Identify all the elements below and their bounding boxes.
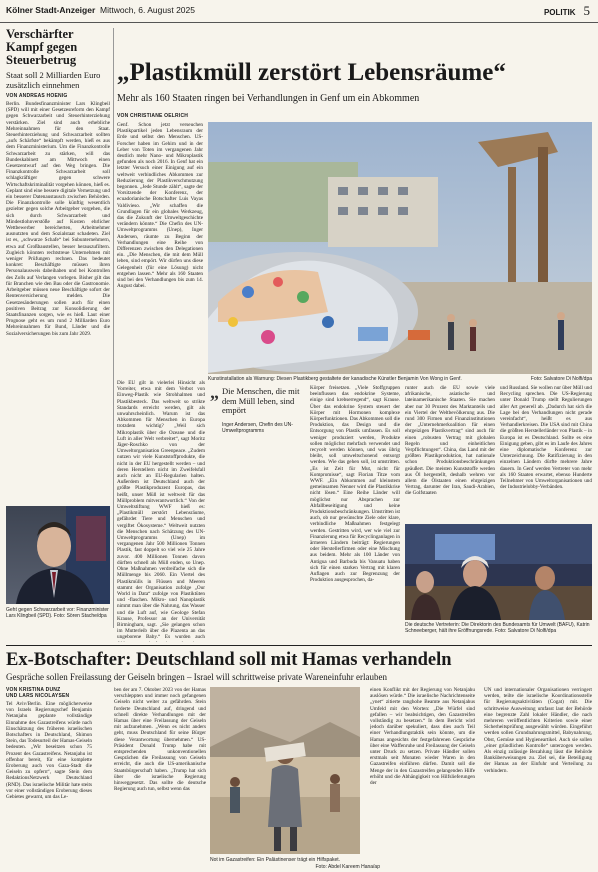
main-col-5: und Russland. Sie wollen nur über Müll und Recycling sprechen. Die US-Regierung unter Donald Trump stellt Regulierungen aller Art generell ab. „Dadurch hat sich die Lage bei den Verhandlungen nicht gerade vereinfacht“, heißt es aus Verhandlerkreisen. Die USA sind mit China die größten Herstellerländer von Plastik – in Europa ist es Deutschland. Sollte es eine Einigung geben, gibt es im Laufe des Jahres eine diplomatische Konferenz zur Unterzeichnung. Die Ratifizierung in den einzelnen Ländern dürfte mehrere Jahre dauern. In Genf werden Vertreter von mehr als 160 Staaten erwartet, ebenso Hunderte Teilnehmer von Umweltorganisationen und der Industrielobby-Verbänden. [500, 385, 592, 491]
article-body: Berlin. Bundesfinanzminister Lars Klingbeil (SPD) will mit einer Gesetzesreform den Kampf gegen Schwarzarbeit und Steuerhinterziehung verstärken. Ziel sind auch erhebliche Mehreinnahmen für den Staat. Steuerhinterziehung und Schwarzarbeit sollten „aufs Schärfste“ bekämpft werden, hieß es aus dem Finanzministerium. Um die Finanzkontrolle Schwarzarbeit zu stärken, will das Bundeskabinett am Mittwoch einen Gesetzentwurf auf den Weg bringen. Die Finanzkontrolle Schwarzarbeit soll schlagkräftiger gegen schwere Wirtschaftskriminalität vorgehen können, hieß es. Geplant sind eine bessere digitale Vernetzung und ein besserer Datenaustausch zwischen Behörden. Die Finanzkontrolle solle künftig wesentlich gezielter gegen solche Arbeitgeber vorgehen, die sich durch Schwarzarbeit und Mindestlohnverstöße auf Kosten ehrlicher Wettbewerber bereicherten, Arbeitnehmer ausnutzten und dem Sozialstaat schadeten. Ziel ist es, „schwarze Schafe“ bei Subunternehmern, etwa auf Großbaustellen, besser herauszufiltern. Zugleich könnten rechtstreue Unternehmen mit weniger Prüfungen rechnen. Das bedeutet konkret: Beschäftigte müssen ihren Personalausweis dabeihaben und bei Kontrollen des Zolls auf Verlangen vorlegen. Bisher gilt das für Branchen wie den Bau oder die Gastronomie. Arbeitgeber müssen neue Beschäftigte sofort der Rentenversicherung melden. Die Gesetzesänderungen sollen auch für einen positiven Beitrag zur Konsolidierung der Staatsfinanzen sorgen, wie es hieß. Laut einer Prognose geht es um rund 2 Milliarden Euro Mehreinnahmen für Bund, Länder und die Sozialversicherungen bis zum Jahr 2029. [6, 101, 110, 337]
main-headline: „Plastikmüll zerstört Lebensräume“ [117, 59, 506, 86]
section-label: POLITIK [543, 8, 576, 17]
bottom-col-1: Tel Aviv/Berlin. Eine möglicherweise von Israels Regierungschef Benjamin Netanjahu geplante vollständige Einnahme des Gazastreifens würde nach Einschätzung des früheren israelischen Botschafters in Deutschland, Shimon Stein, das Todesurteil der Hamas-Geiseln bedeuten. „Wir beseitzen schon 75 Prozent des Gazastreifens. Netanjahu ist offenbar bereit, für eine komplette Eroberung auch von Gaza-Stadt die Geiseln zu opfern“, sagte Stein dem RedaktionsNetzwerk Deutschland (RND). Das israelische Militär hate steits vor einer vollständigen Eroberung dieses Gebietes gewarnt, um das Le- [6, 701, 92, 801]
bottom-col-3: einen Konflikt mit der Regierung von Netanjahu auslösen würde.“ Die israelische Nachrichtenseite „ynet“ zitierte ranghohe Beamte aus Netanjahus Umfeld mit den Worten: „Die Würfel sind gefallen – wir beabsichtigen, den Gazastreifen vollständig zu besetzen.“ In dem Bericht wird jedoch darüber spekuliert, dass dies auch Teil einer Verhandlungstaktik sein könnte, um die Hamas angesichts der festgefahrenen Gespräche über eine Waffenruhe und Freilassung der Geiseln unter Druck zu setzen. Private Händler sollen erstmals seit Monaten wieder Waren in den Gazastreifen einführen dürfen. Damit soll die Menge der in den Gazastreifen gelangenden Hilfe erhöht und die Abhängigkeit von Hilfslieferungen der [370, 687, 475, 787]
main-byline: VON CHRISTIANE OELRICH [117, 113, 189, 119]
bottom-headline: Ex-Botschafter: Deutschland soll mit Hamas verhandeln [6, 650, 452, 670]
article-subtitle: Staat soll 2 Milliarden Euro zusätzlich einnehmen [6, 70, 101, 90]
column-rule [113, 28, 114, 628]
main-col-1: Genf. Schon jetzt verseuchen Plastikpartikel jeden Lebensraum der Erde und selbst den Menschen. US-Forscher haben im Gehirn und in der Leber von Toten im vergangenen Jahr deutlich mehr Nano- und Mikroplastik gefunden als noch 2016. In Genf hat ein letzter Versuch einer Einigung auf ein weltweit verbindliches Abkommen zur Reduzierung der Plastikverschmutzung begonnen. „Jede Stunde zählt“, sagte der Vorsitzende der Konferenz, der ecuadorianische Botschafter Luis Vayas Valdivieso. „Wir schaffen die Grundlagen für ein globales Werkzeug, das die Zukunft der Umweltgeschichte verändern könnte.“ Die Chefin des UN-Umweltprogramms (Unep), Inger Andersen, räumte zu Beginn der Verhandlungen eine Reihe von Differenzen zwischen den Delegationen ein. „Die Menschen, die mit dem Müll leben, sind empört. Wir dürfen uns diese Gelegenheit (für eine Lösung) nicht entgehen lassen.“ Mehr als 160 Staaten sind bei den Verhandlungen bis zum 14. August dabei. [117, 122, 203, 290]
plastic-installation-photo [208, 122, 592, 374]
main-photo-credit: Foto: Salvatore Di Nolfi/dpa [530, 376, 592, 382]
quote-author: Inger Andersen, Chefin des UN-Umweltprogramms [222, 421, 293, 434]
bottom-subtitle: Gespräche sollen Freilassung der Geiseln bringen – Israel will schrittweise private Wareneinfuhr erlauben [6, 672, 387, 682]
main-col-3: Körper freisetzen. „Viele Stoffgruppen beeinflussen das endokrine Systeme, einige sind krebserregend“, sagt Krause. Über das endokrine System steuert der Körper mit Hormonen komplexe Körperfunktionen. Das Abkommen soll die Produktion, das Design und die Entsorgung von Plastik umfassen. Es soll weniger produziert werden, Produkte sollen möglichst mehrfach verwendet und recycelt werden können, und was übrig bleibt, soll umweltschonend entsorgt werden. Wie das gehen soll, ist umstritten. „Es ist Zeit für Mut, nicht für Kompromisse“, sagt Florian Titze vom WWF. „Ein Abkommen auf kleinstem gemeinsamen Nenner wird die Plastikkrise nicht lösen.“ Eine Reihe Länder will möglichst nur Absprachen zur Abfallbeseitigung und keine Produktionsbeschränkungen. Umstritten ist auch, ob nur gewünschte Ziele oder klare, verbindliche Maßnahmen festgelegt werden. Gestritten wird, wer wie viel zur Finanzierung etwa für Recyclinganlagen in ärmeren Ländern beiträgt: Regierungen oder Herstellerfirmen oder eine Mischung aus beidem. Mehr als 100 Länder von Antigua und Barbuda bis Vanuatu haben sich für einen starken Vertrag mit klaren Auflagen auch zur Begrenzung der Produktion ausgesprochen, da- [310, 385, 400, 584]
main-photo-caption: Kunstinstallation als Warnung: Diesen Plastikberg gestaltete der kanadische Künstler Benjamin Von Wong in Genf. [208, 376, 462, 382]
gaza-caption-text: Not im Gazastreifen: Ein Palästinenser trägt ein Hilfspaket. [210, 857, 341, 863]
gaza-caption [210, 857, 360, 863]
left-article [6, 28, 110, 466]
issue-date: Mittwoch, 6. August 2025 [100, 5, 195, 15]
bottom-byline-2: UND LARS NICOLAYSEN [6, 693, 70, 699]
article-headline: Verschärfter Kampf gegen Steuerbetrug [6, 27, 78, 67]
photo2-caption-text: Die deutsche Vertreterin: Die Direktorin des Bundesamts für Umwelt (BAFU), Katrin Schneeberger, hält ihre Eröffnungsrede. [405, 622, 590, 634]
main-col-4: runter auch die EU sowie viele afrikanische, asiatische und lateinamerikanische Staaten. Sie machen aber nur 30 Prozent des Marktanteils und ein Viertel der Weltbevölkerung aus. Die rund 300 Firmen und Finanzinstitutionen der „Unternehmerkoalition für einen ehrgeizigen Plastikvertrag“ sind auch für einen „robusten Vertrag mit globalen Regeln und einheitlichen Verpflichtungen“. China, das Land mit der größten Plastikproduktion, hat nationale schon Produktionsbeschränkungen geäußert. Die meisten Kunststoffe werden aus Öl hergestellt, deshalb wehren vor allem die Ölstaaten einen ehrgeizigen Vertrag, darunter der Iran, Saudi-Arabien, die Golfstaaten [405, 385, 495, 497]
main-subtitle: Mehr als 160 Staaten ringen bei Verhandlungen in Genf um ein Abkommen [117, 93, 420, 104]
photo2-caption [405, 622, 592, 634]
page-number: 5 [583, 3, 590, 18]
quote-box [210, 382, 302, 434]
gaza-credit: Foto: Abdel Kareem Hana/ap [315, 864, 380, 870]
quote-mark-icon: „ [210, 382, 219, 402]
gaza-photo [210, 687, 360, 854]
page-header [0, 0, 598, 23]
byline: VON ANDREAS HOENIG [6, 93, 68, 99]
bottom-col-2: ben der am 7. Oktober 2023 von der Hamas verschleppten und immer noch gefangenen Geiseln nicht weiter zu gefährden. Stein forderte Deutschland auf, dringend und schnell direkte Verhandlungen mit der Hamas über eine Freilassung der Geiseln mit aufzunehmen. „Wenn es nicht anders geht, muss Deutschland für seine Bürger diese Verantwortung übernehmen.“ US-Präsident Donald Trump habe mit entsprechenden unkonventionellen Gesprächen die Freilassung von Geiseln erreicht, die auch die US-amerikanische Staatsbürgerschaft haben. „Trump hat sich über die israelische Regierung hinweggesetzt. Das sollte die deutsche Regierung auch tun, selbst wenn das [114, 687, 206, 793]
header-left [6, 5, 195, 15]
header-right [544, 3, 590, 19]
quote-text: Die Menschen, die mit dem Müll leben, sind empört [222, 386, 300, 415]
conference-photo [405, 524, 592, 620]
photo2-credit: Foto: Salvatore Di Nolfi/dpa [494, 628, 557, 634]
main-col-2: Die EU gilt in vielerlei Hinsicht als Vorreiter, etwa mit dem Verbot von Einweg-Plastik wie Strohhalmen und Plastikbesteck. Das weltweit so strikte Standards erreicht werden, gilt als unwahrscheinlich. Warum ist das Abkommen für Menschen in Europa trotzdem wichtig? „Weil sich Mikroplastik über die Ozeane und die Luft in aller Welt verbreitet“, sagt Moritz Jäger-Roschko von der Umweltorganisation Greenpeace. „Zudem nutzen wir viele Kunststoffprodukte, die nicht in der EU hergestellt werden – und deren Herstellern nicht im Zweifelsfall auch nicht an EU-Regularien halten. Außerdem ist Deutschland auch der größte Plastikproduzent Europas, das heißt, unser Müll ist weltweit für das Müllproblem mitverantwortlich.“ Von der Umweltstiftung WWF hieß es: „Plastikmüll zerstört Lebensräume, gefährdet Tiere und Menschen und vergiftet Ökosysteme.“ Weltweit nutzten die Menschen nach Schätzung des UN-Umweltprogramms (Unep) im vergangenen Jahr 500 Millionen Tonnen Plastik, fast doppelt so viel wie 25 Jahre zuvor. 400 Millionen Tonnen davon dürften schnell als Müll enden, so Unep. Ohne Maßnahmen verdreifache sich die Müllmenge bis 2060. Ein Viertel des Plastikmülls in Flüssen und Meeren stammt der Organisation zufolge „Our World in Data“ zufolge von Plastiktüten und -flaschen. Mikro- und Nanoplastik nimmt man über die Nahrung, das Wasser und die Luft auf, wie Geologe Stefan Krause, Professor an der Universität Birmingham, sagt. „Sie gelangen schon im Mutterleib über die Plazenta an das ungeborene Baby.“ Es wurden auch [117, 380, 205, 641]
bottom-col-1-wrap [6, 687, 92, 871]
section-divider [6, 645, 592, 646]
newspaper-name: Kölner Stadt-Anzeiger [6, 5, 96, 15]
bottom-col-4: UN und internationaler Organisationen verringert werden, teilte die israelische Koordinationsstelle für Regierungsaktivitäten (Cogat) mit. Die schrittweise Ausweitung umfasst laut der Behörde eine begrenzte Zahl lokaler Händler, die nach mehreren veröffentlichten Kriterien sowie einer Sicherheitsprüfung ausgewählt würden. Eingeführt werden sollen Grundnahrungsmittel, Babynahrung, Obst, Gemüse und Hygieneartikel. Auch sie sollen „einer gründlichen Kontrolle“ unterzogen werden. Als einzig zulässige Bezahlung lässt die Behörde Banküberweisungen zu. Ziel sei, die Beteiligung der Hamas an der Einfuhr und Verteilung zu verhindern. [484, 687, 592, 774]
bottom-byline-1: VON KRISTINA DUNZ [6, 687, 61, 693]
klingbeil-photo [6, 506, 110, 604]
photo-caption: Geht gegen Schwarzarbeit vor: Finanzminister Lars Klingbeil (SPD). Foto: Sören Stache/dpa [6, 607, 109, 619]
